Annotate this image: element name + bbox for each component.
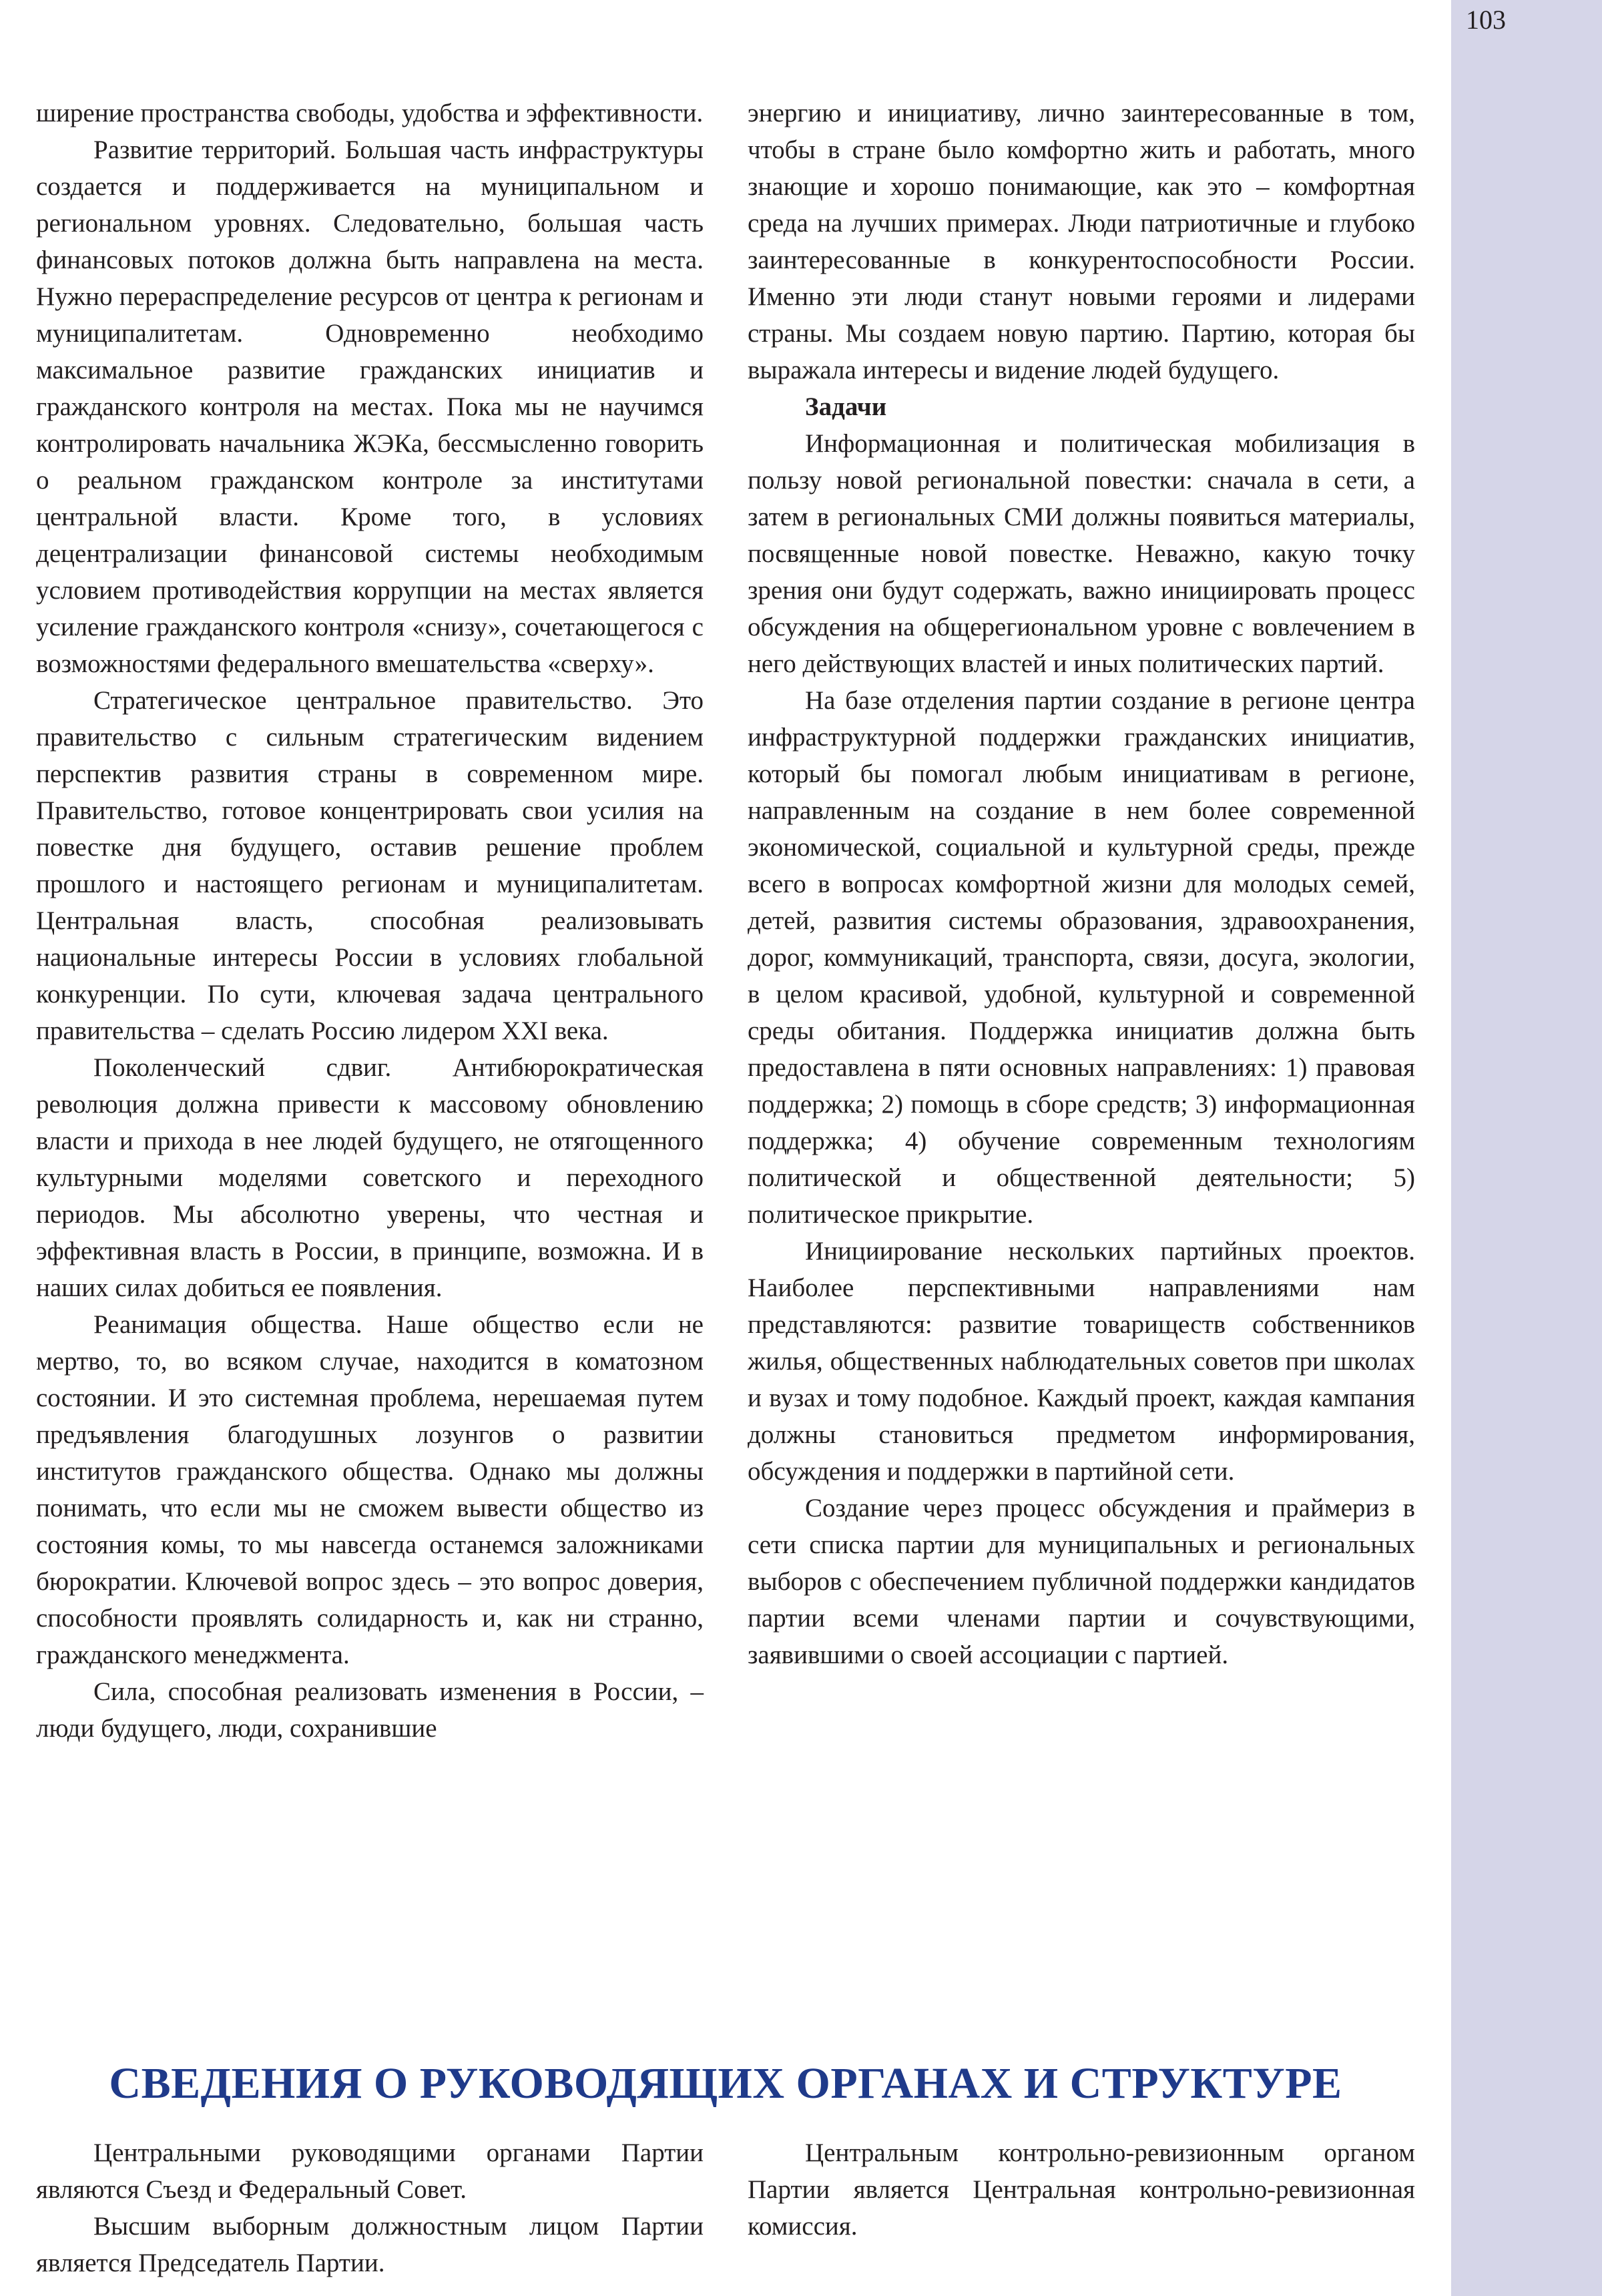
subheading: Задачи — [805, 392, 887, 421]
paragraph: Поколенческий сдвиг. Антибюрократическая революция должна привести к массовому обновлению власти и прихода в нее людей будущего, не отягощенного культурными моделями советского и переходного периодов. Мы абсолютно уверены, что честная и эффективная власть в России, в принципе, возможна. И в наших силах добиться ее появления. — [36, 1053, 704, 1302]
section-title: СВЕДЕНИЯ О РУКОВОДЯЩИХ ОРГАНАХ И СТРУКТУРЕ — [109, 2059, 1342, 2108]
paragraph: Инициирование нескольких партийных проектов. Наиболее перспективными направлениями нам представляются: развитие товариществ собственников жилья, общественных наблюдательных советов при школах и вузах и тому подобное. Каждый проект, каждая кампания должны становиться предметом информирования, обсуждения и поддержки в партийной сети. — [748, 1237, 1415, 1486]
paragraph: Сила, способная реализовать изменения в России, – люди будущего, люди, сохранившие — [36, 1677, 704, 1743]
paragraph: На базе отделения партии создание в регионе центра инфраструктурной поддержки гражданских инициатив, который бы помогал любым инициативам в регионе, направленным на создание в нем более современной экономической, социальной и культурной среды, прежде всего в вопросах комфортной жизни для молодых семей, детей, развития системы образования, здравоохранения, дорог, коммуникаций, транспорта, связи, досуга, экологии, в целом красивой, удобной, культурной и современной среды обитания. Поддержка инициатив должна быть предоставлена в пяти основных направлениях: 1) правовая поддержка; 2) помощь в сборе средств; 3) информационная поддержка; 4) обучение современным технологиям политической и общественной деятельности; 5) политическое прикрытие. — [748, 686, 1415, 1229]
paragraph: Высшим выборным должностным лицом Партии является Председатель Партии. — [36, 2212, 704, 2277]
paragraph: Стратегическое центральное правительство. Это правительство с сильным стратегическим видением перспектив развития страны в современном мире. Правительство, готовое концентрировать свои усилия на повестке дня будущего, оставив решение проблем прошлого и настоящего регионам и муниципалитетам. Центральная власть, способная реализовывать национальные интересы России в условиях глобальной конкуренции. По сути, ключевая задача центрального правительства – сделать Россию лидером XXI века. — [36, 686, 704, 1045]
paragraph: Центральными руководящими органами Партии являются Съезд и Федеральный Совет. — [36, 2138, 704, 2204]
structure-column-left — [36, 2134, 704, 2281]
paragraph: ширение пространства свободы, удобства и эффективности. — [36, 99, 704, 127]
page-number: 103 — [1466, 5, 1506, 35]
text-column-right — [748, 95, 1415, 1673]
paragraph: Информационная и политическая мобилизация в пользу новой региональной повестки: сначала в сети, а затем в региональных СМИ должны появиться материалы, посвященные новой повестке. Неважно, какую точку зрения они будут содержать, важно инициировать процесс обсуждения на общерегиональном уровне с вовлечением в него действующих властей и иных политических партий. — [748, 429, 1415, 678]
paragraph: энергию и инициативу, лично заинтересованные в том, чтобы в стране было комфортно жить и работать, много знающие и хорошо понимающие, как это – комфортная среда на лучших примерах. Люди патриотичные и глубоко заинтересованные в конкурентоспособности России. Именно эти люди станут новыми героями и лидерами страны. Мы создаем новую партию. Партию, которая бы выражала интересы и видение людей будущего. — [748, 99, 1415, 384]
structure-column-right — [748, 2134, 1415, 2245]
paragraph: Реанимация общества. Наше общество если не мертво, то, во всяком случае, находится в коматозном состоянии. И это системная проблема, нерешаемая путем предъявления благодушных лозунгов о развитии институтов гражданского общества. Однако мы должны понимать, что если мы не сможем вывести общество из состояния комы, то мы навсегда останемся заложниками бюрократии. Ключевой вопрос здесь – это вопрос доверия, способности проявлять солидарность и, как ни странно, гражданского менеджмента. — [36, 1310, 704, 1669]
page-sidebar-band — [1451, 0, 1602, 2296]
paragraph: Создание через процесс обсуждения и праймериз в сети списка партии для муниципальных и региональных выборов с обеспечением публичной поддержки кандидатов партии всеми членами партии и сочувствующими, заявившими о своей ассоциации с партией. — [748, 1494, 1415, 1669]
text-column-left — [36, 95, 704, 1747]
paragraph: Развитие территорий. Большая часть инфраструктуры создается и поддерживается на муниципальном и региональном уровнях. Следовательно, большая часть финансовых потоков должна быть направлена на места. Нужно перераспределение ресурсов от центра к регионам и муниципалитетам. Одновременно необходимо максимальное развитие гражданских инициатив и гражданского контроля на местах. Пока мы не научимся контролировать начальника ЖЭКа, бессмысленно говорить о реальном гражданском контроле за институтами центральной власти. Кроме того, в условиях децентрализации финансовой системы необходимым условием противодействия коррупции на местах является усиление гражданского контроля «снизу», сочетающегося с возможностями федерального вмешательства «сверху». — [36, 135, 704, 678]
paragraph: Центральным контрольно-ревизионным органом Партии является Центральная контрольно-ревизионная комиссия. — [748, 2138, 1415, 2241]
